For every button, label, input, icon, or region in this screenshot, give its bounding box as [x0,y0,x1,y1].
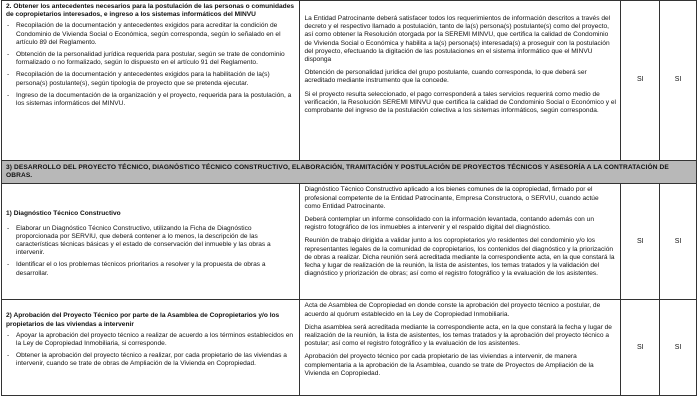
activity-list [6,22,295,108]
list-item: - Obtener la aprobación del proyecto técnico a realizar, por cada propietario de las viviendas a intervenir, cuando se trate de obras de Ampliación de la Vivienda en Copropiedad. [6,352,295,368]
check-cell: SI [660,184,697,300]
activity-cell [2,300,300,396]
paragraph: Dicha asamblea será acreditada mediante la correspondiente acta, en la que constará la fecha y lugar de realización de la reunión, la lista de asistentes, los temas tratados y la aprobación del proyecto técnico a postular; así como el registro fotográfico y la evaluación de los asistentes. [304,323,612,348]
check-cell: SI [660,300,697,396]
activity-cell [2,1,300,161]
list-item: - Obtención de la personalidad jurídica requerida para postular, según se trate de condominio formalizado o no formalizado, según lo dispuesto en el artículo 91 del Reglamento. [6,51,295,67]
check-cell: SI [621,300,660,396]
requirements-table [1,0,697,396]
row-heading: 2) Aprobación del Proyecto Técnico por parte de la Asamblea de Copropietarios y/o los propietarios de las viviendas a intervenir [6,312,280,328]
list-item: - Identificar el o los problemas técnicos prioritarios a resolver y la propuesta de obras a desarrollar. [6,261,295,277]
verification-cell [300,300,621,396]
activity-list [6,332,295,369]
list-item: - Recopilación de la documentación y antecedentes exigidos para la habilitación de la(s) persona(s) postulante(s), según tipología de proyecto que se pretenda ejecutar. [6,71,295,87]
verification-cell [300,1,621,161]
row-heading: 2. Obtener los antecedentes necesarios para la postulación de las personas o comunidades de copropietarios interesados, e ingreso a los sistemas informáticos del MINVU [6,3,295,19]
list-item: - Recopilación de la documentación y antecedentes exigidos para acreditar la condición de Condominio de Vivienda Social o Económica, según corresponda, según lo señalado en el artículo 89 del Reglamento. [6,22,295,47]
paragraph: Diagnóstico Técnico Constructivo aplicado a los bienes comunes de la copropiedad, firmado por el profesional competente de la Entidad Patrocinante, Empresa Constructora, o SERVIU, cuando actúe como Entidad Patrocinante. [304,186,599,210]
table-row [2,300,697,396]
paragraph: Deberá contemplar un informe consolidado con la información levantada, contando además con un registro fotográfico de los inmuebles a intervenir y el respaldo digital del diagnóstico. [304,216,595,232]
paragraph: Si el proyecto resulta seleccionado, el pago corresponderá a tales servicios requerirá como medio de verificación, la Resolución SEREMI MINVU que certifica la calidad de Condominio Social o Económico y el comprobante del ingreso de la postulación colectiva a los sistemas informáticos, según corresponda. [304,90,616,115]
paragraph: Obtención de personalidad jurídica del grupo postulante, cuando corresponda, lo que deberá ser acreditado mediante instrumento que la concede. [304,69,587,85]
paragraph: La Entidad Patrocinante deberá satisfacer todos los requerimientos de información descritos a través del decreto y el respectivo llamado a postulación, tanto de la(s) persona(s) postulante(s) como del proyecto, así como obtener la Resolución otorgada por la SEREMI MINVU, que certifica la calidad de Condominio de Vivienda Social o Económica y habilita a la(s) persona(s) interesada(s) a proseguir con la postulación del proyecto, efectuando la digitación de las postulaciones en el sistema informático que el MINVU disponga [304,15,611,64]
table-row [2,184,697,300]
check-cell: SI [621,1,660,161]
list-item: - Ingreso de la documentación de la organización y el proyecto, requerida para la postulación, a los sistemas informáticos del MINVU. [6,92,295,108]
paragraph: Reunión de trabajo dirigida a validar junto a los copropietarios y/o residentes del condominio y/o los representantes legales de la comunidad de copropietarios, los contenidos del diagnóstico y la priorización de obras a realizar. Dicha reunión será acreditada mediante la correspondiente acta, en la que constará la fecha y lugar de realización de la reunión, la lista de asistentes, los temas tratados y la validación del diagnóstico y priorización de obras; así como el registro fotográfico y la evaluación de los asistentes. [304,237,615,278]
row-heading: 1) Diagnóstico Técnico Constructivo [6,210,121,218]
paragraph: Aprobación del proyecto técnico por cada propietario de las viviendas a intervenir, de manera complementaria a la aprobación de la Asamblea, cuando se trate de Proyectos de Ampliación de la Vivienda en Copropiedad. [304,353,594,377]
check-cell: SI [621,184,660,300]
list-item: - Elaborar un Diagnóstico Técnico Constructivo, utilizando la Ficha de Diagnóstico proporcionada por SERVIU, que deberá contener a lo menos, la descripción de las características técnicas básicas y el estado de conservación del inmueble y las obras a intervenir. [6,225,295,258]
paragraph: Acta de Asamblea de Copropiedad en donde conste la aprobación del proyecto técnico a postular, de acuerdo al quórum establecido en la Ley de Copropiedad Inmobiliaria. [304,302,601,318]
section-title: 3) DESARROLLO DEL PROYECTO TÉCNICO, DIAGNÓSTICO TÉCNICO CONSTRUCTIVO, ELABORACIÓN, TRAMITACIÓN Y POSTULACIÓN DE PROYECTOS TÉCNICOS Y ASESORÍA A LA CONTRATACIÓN DE OBRAS. [2,161,697,184]
activity-cell [2,184,300,300]
verification-cell [300,184,621,300]
check-cell: SI [660,1,697,161]
table-row [2,1,697,161]
section-header-row [2,161,697,184]
activity-list [6,225,295,278]
list-item: - Apoyar la aprobación del proyecto técnico a realizar de acuerdo a los términos establecidos en la Ley de Copropiedad Inmobiliaria, si corresponde. [6,332,295,348]
